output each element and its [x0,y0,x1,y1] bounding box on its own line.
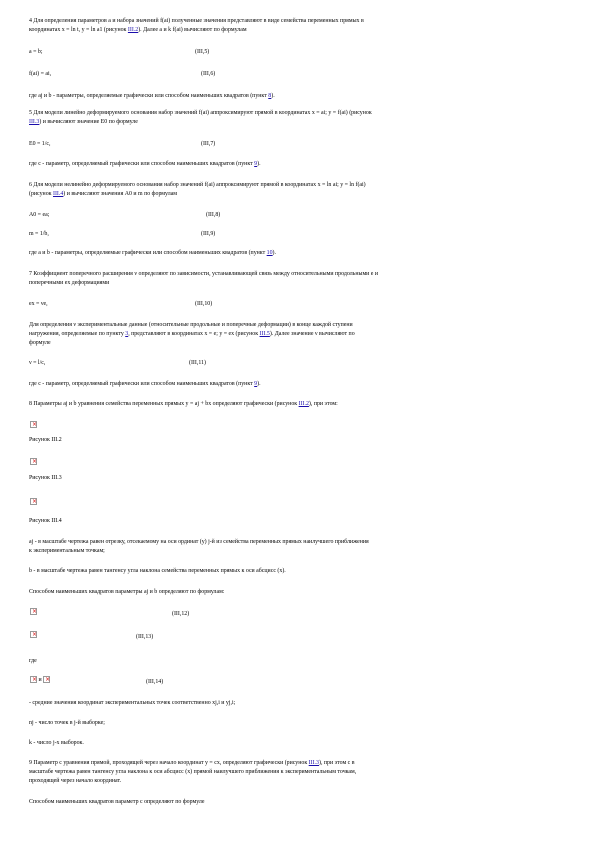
broken-image-icon [30,458,37,465]
p7-line1: 7 Коэффициент поперечного расширения ν определяют по зависимости, устанавливающей связь между относительными продольными e и [29,271,379,277]
equation-iii6: f(ai) = ai, [29,71,52,77]
section-link-9[interactable]: 9 [254,161,258,167]
p4-line2: координатах x = ln t, y = ln a1 (рисунок III.2). Далее a и k f(ai) вычисляют по формулам [29,27,247,33]
p8b-line1: aj - в масштабе чертежа равен отрезку, отсекаемому на оси ординат (y) j-й из семейства переменных прямых наилучшего приближения [29,539,369,545]
p7b-line3: формуле [29,340,51,346]
figure-link-iii3b[interactable]: III.3 [308,760,319,766]
figure-iii3-caption: Рисунок III.3 [29,475,62,481]
p7b-line1: Для определения ν экспериментальные данные (относительные продольные и поперечные деформации) в конце каждой ступени [29,322,353,328]
p8-line1: 8 Параметры aj и b уравнения семейства переменных прямых y = aj + bx определяют графически (рисунок III.2), при этом: [29,401,338,407]
equation-number-iii9: (III,9) [201,231,216,237]
equation-iii5: a = b; [29,49,43,55]
figure-link-iii4[interactable]: III.4 [52,191,64,197]
p8b-line2: к экспериментальным точкам; [29,548,105,554]
p7b-line2: нагружения, определяемые по пункту 3, представляют в координатах x = e; y = ex (рисунок III.5). Далее значение ν вычисляют по [29,331,355,337]
equation-iii9: m = 1/b, [29,231,49,237]
equation-iii10: ex = νe, [29,301,48,307]
equation-iii14-and: и [38,676,42,683]
p6-line1: 6 Для модели нелинейно деформируемого основания набор значений f(ai) аппроксимируют прямой в координатах x = ln ai; y = ln f(ai) [29,182,366,188]
section-link-3[interactable]: 3 [125,331,129,337]
figure-iii3-image [30,458,37,465]
p7-line2: поперечными ex деформациями [29,280,110,286]
equation-number-iii12: (III,12) [172,611,190,617]
p4-where: где aj и b - параметры, определяемые графически или способом наименьших квадратов (пункт 8). [29,93,275,99]
equation-number-iii11: (III,11) [189,360,206,366]
equation-iii8: A0 = ea; [29,212,50,218]
broken-image-icon [30,631,37,638]
p9-line2: масштабе чертежа равен тангенсу угла наклона к оси абсцисс (x) прямой наилучшего приближения к экспериментальным точкам, [29,769,357,775]
broken-image-icon [30,421,37,428]
figure-iii2-image [30,421,37,428]
section-link-10[interactable]: 10 [266,250,273,256]
equation-number-iii13: (III,13) [136,634,154,640]
broken-image-icon [30,498,37,505]
broken-image-icon [30,608,37,615]
figure-link-iii5[interactable]: III.5 [259,331,270,337]
figure-link-iii3[interactable]: III.3 [29,119,40,125]
equation-number-iii6: (III,6) [201,71,216,77]
figure-link-iii2b[interactable]: III.2 [298,401,309,407]
equation-iii12-image [30,608,37,615]
p9-line3: проходящей через начало координат. [29,778,122,784]
equation-iii7: E0 = 1/c, [29,141,51,147]
p4-line1: 4 Для определения параметров a и набора значений f(ai) полученные значения представляют в виде семейства переменных прямых в [29,18,364,24]
p9b: Способом наименьших квадратов параметр c определяют по формуле [29,799,205,805]
equation-number-iii7: (III,7) [201,141,216,147]
equation-iii14-row [30,676,50,683]
p5-line2: III.3) и вычисляют значение E0 по формуле [29,119,138,125]
equation-number-iii14: (III,14) [146,679,164,685]
p6-where: где a и b - параметры, определяемые графически или способом наименьших квадратов (пункт 10). [29,250,276,256]
equation-iii13-image [30,631,37,638]
p8c: b - в масштабе чертежа равен тангенсу угла наклона семейства переменных прямых к оси абсцисс (x). [29,568,286,574]
equation-number-iii8: (III,8) [206,212,221,218]
figure-link-iii2[interactable]: III.2 [127,27,139,33]
figure-iii2-caption: Рисунок III.2 [29,437,62,443]
where-label: где [29,658,37,664]
broken-image-icon [43,676,50,683]
p5-line1: 5 Для модели линейно деформируемого основания набор значений f(ai) аппроксимируют прямой в координатах x = ai; y = f(ai) (рисунок [29,110,372,116]
p9-line1: 9 Параметр c уравнения прямой, проходящей через начало координат y = cx, определяют графически (рисунок III.3), при этом c в [29,760,355,766]
equation-number-iii5: (III,5) [195,49,210,55]
equation-number-iii10: (III,10) [195,301,213,307]
p8f: nj - число точек в j-й выборке; [29,720,105,726]
section-link-8[interactable]: 8 [268,93,272,99]
p8g: k - число j-х выборок. [29,740,84,746]
section-link-9b[interactable]: 9 [254,381,258,387]
p6-line2: (рисунок III.4) и вычисляют значения A0 и m по формулам [29,191,178,197]
p8e: - средние значения координат экспериментальных точек соответственно xj,i и yj,i; [29,700,236,706]
p8d: Способом наименьших квадратов параметры aj и b определяют по формулам: [29,589,225,595]
figure-iii4-caption: Рисунок III.4 [29,518,62,524]
broken-image-icon [30,676,37,683]
figure-iii4-image [30,498,37,505]
equation-iii11: ν = l/c, [29,360,46,366]
p5-where: где c - параметр, определяемый графически или способом наименьших квадратов (пункт 9). [29,161,261,167]
p7-where: где c - параметр, определяемый графически или способом наименьших квадратов (пункт 9). [29,381,261,387]
